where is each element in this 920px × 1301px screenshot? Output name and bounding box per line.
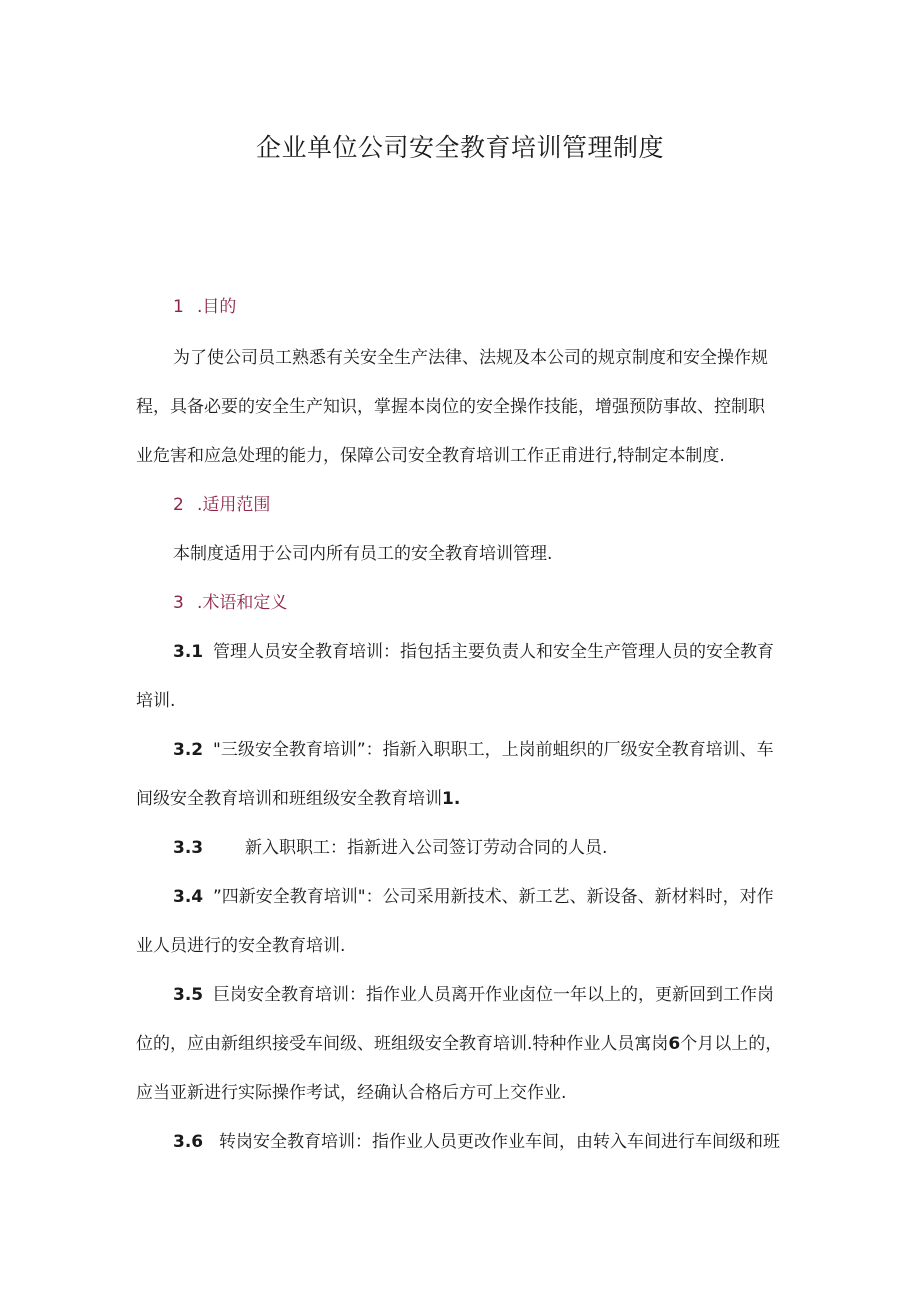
paragraph-line: 程，具备必要的安全生产知识，掌握本岗位的安全操作技能，增强预防事故、控制职 — [136, 397, 765, 417]
section-number: 2 — [173, 495, 184, 515]
section-number: 1 — [173, 297, 184, 317]
section-title: .适用范围 — [197, 495, 271, 515]
section-number: 3 — [173, 593, 184, 613]
item-number: 3.1 — [173, 642, 204, 662]
item-text: "三级安全教育培训”：指新入职职工，上岗前蛆织的厂级安全教育培训、车 — [213, 740, 774, 760]
section-title: .目的 — [197, 297, 237, 317]
paragraph-line: 为了使公司员工熟悉有关安全生产法律、法规及本公司的规京制度和安全操作规 — [173, 348, 768, 368]
item-number: 3.3 — [173, 838, 204, 858]
document-title: 企业单位公司安全教育培训管理制度 — [255, 133, 664, 162]
paragraph-line: 应当亚新进行实际操作考试，经确认合格后方可上交作业. — [136, 1083, 567, 1103]
definition-item-3-2 — [173, 735, 774, 760]
item-text: ”四新安全教育培训"：公司采用新技术、新工艺、新设备、新材料时，对作 — [213, 887, 774, 907]
definition-item-3-5 — [173, 980, 774, 1005]
paragraph-line: 业危害和应急处理的能力，保障公司安全教育培训工作正甫进行,特制定本制度. — [136, 446, 725, 466]
paragraph-line: 业人员进行的安全教育培训. — [136, 936, 346, 956]
item-number: 3.6 — [173, 1132, 204, 1152]
definition-item-3-1 — [173, 637, 774, 662]
item-text-bold: 1. — [442, 789, 461, 809]
item-number: 3.5 — [173, 985, 204, 1005]
paragraph-line — [136, 1029, 782, 1054]
paragraph-line: 培训. — [136, 691, 176, 711]
section-heading-3 — [173, 588, 287, 613]
item-text-bold: 6 — [668, 1034, 681, 1054]
item-text: 转岗安全教育培训：指作业人员更改作业车间，由转入车间进行车间级和班 — [219, 1132, 780, 1152]
section-heading-2 — [173, 490, 270, 515]
paragraph-line — [136, 784, 460, 809]
item-text: 间级安全教育培训和班组级安全教育培训 — [136, 789, 442, 809]
section-title: .术语和定义 — [197, 593, 288, 613]
item-text: 个月以上的， — [680, 1034, 783, 1054]
item-number: 3.2 — [173, 740, 204, 760]
item-text: 巨岗安全教育培训：指作业人员离开作业卤位一年以上的，更新回到工作岗 — [213, 985, 774, 1005]
definition-item-3-3 — [173, 833, 607, 858]
section-heading-1 — [173, 292, 236, 317]
paragraph-line: 本制度适用于公司内所有员工的安全教育培训管理. — [173, 544, 553, 564]
definition-item-3-4 — [173, 882, 774, 907]
item-text: 新入职职工：指新进入公司签订劳动合同的人员. — [245, 838, 608, 858]
item-text: 管理人员安全教育培训：指包括主要负责人和安全生产管理人员的安全教育 — [213, 642, 774, 662]
item-number: 3.4 — [173, 887, 204, 907]
definition-item-3-6 — [173, 1127, 780, 1152]
item-text: 位的，应由新组织接受车间级、班组级安全教育培训.特种作业人员寓岗 — [136, 1034, 669, 1054]
